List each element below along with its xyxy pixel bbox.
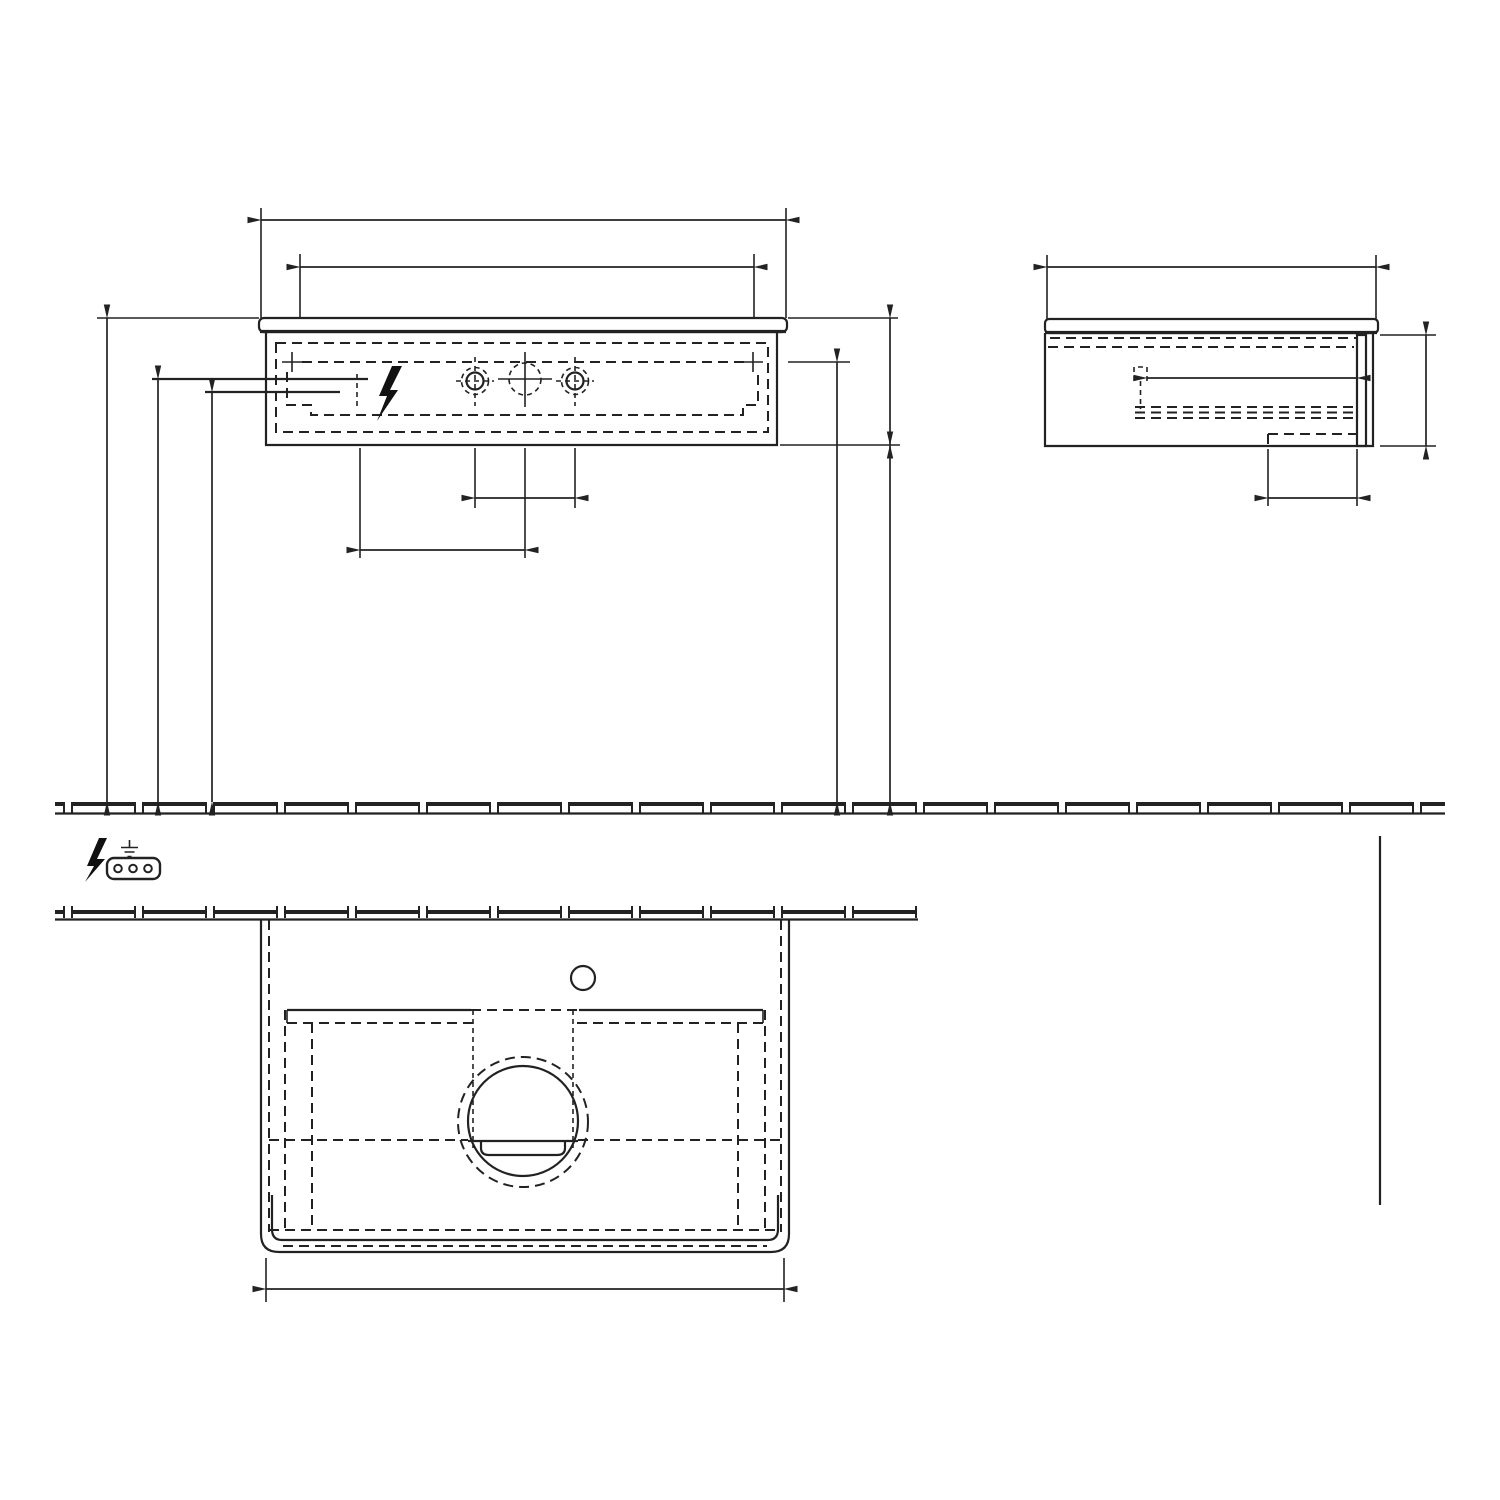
wall-tile-row-upper bbox=[55, 802, 1445, 814]
wall-tile-row-lower bbox=[55, 906, 918, 920]
